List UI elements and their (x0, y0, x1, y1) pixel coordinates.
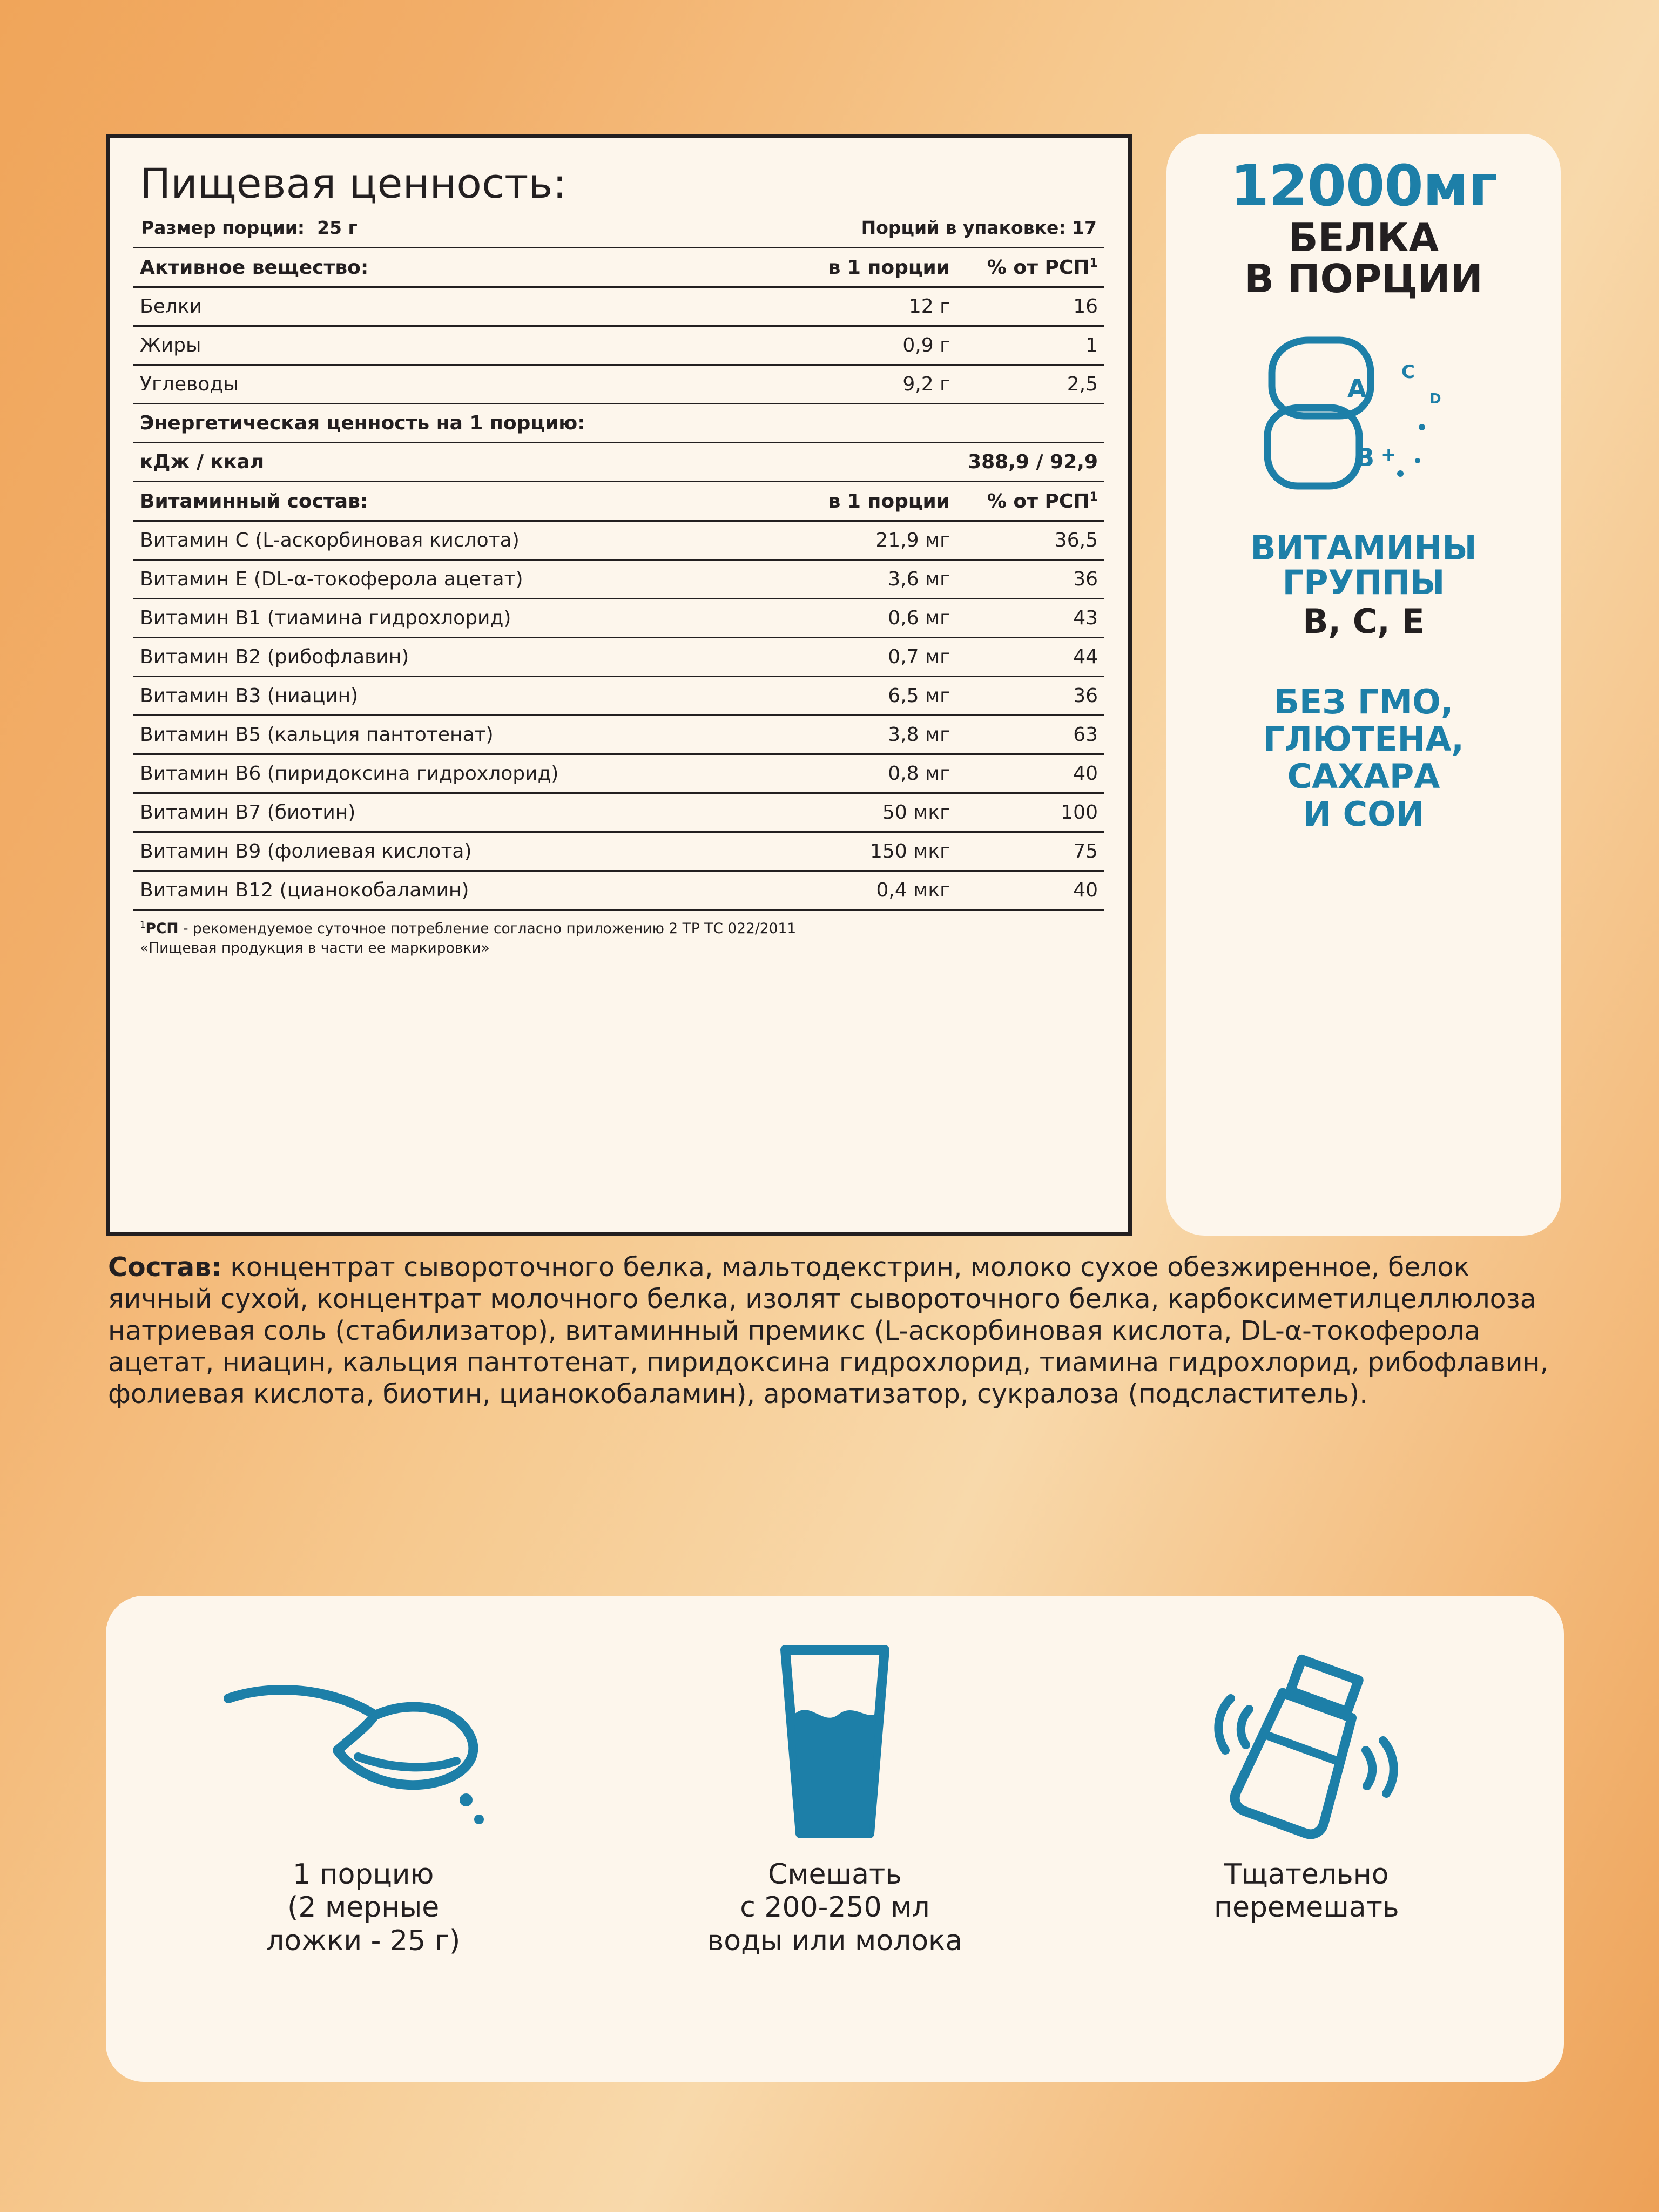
svg-text:+: + (1381, 443, 1397, 466)
row-per-serving: 0,9 г (781, 326, 956, 365)
row-rsp: 16 (956, 287, 1104, 326)
row-per-serving: 150 мкг (781, 832, 956, 871)
serving-info-row (133, 217, 1104, 247)
ingredients-text: концентрат сывороточного белка, мальтодекстрин, молоко сухое обезжиренное, белок яичный сухой, концентрат молочного белка, изолят сывороточного белка, карбоксиметилцеллюлоза натриевая соль (стабилизатор), витаминный премикс (L-аскорбиновая кислота, DL-α-токоферола ацетат, ниацин, кальция пантотенат, пиридоксина гидрохлорид, тиамина гидрохлорид, рибофлавин, фолиевая кислота, биотин, цианокобаламин), ароматизатор, сукралоза (подсластитель). (108, 1252, 1549, 1410)
row-name: Витамин B5 (кальция пантотенат) (133, 716, 781, 754)
row-name: Витамин B6 (пиридоксина гидрохлорид) (133, 754, 781, 793)
row-rsp: 63 (956, 716, 1104, 754)
row-name: Витамин B9 (фолиевая кислота) (133, 832, 781, 871)
energy-section-header (133, 404, 1104, 443)
protein-caption-line2: В ПОРЦИИ (1244, 256, 1483, 302)
row-rsp: 100 (956, 793, 1104, 832)
free-from-line3: САХАРА (1287, 757, 1440, 797)
row-name: Витамин B1 (тиамина гидрохлорид) (133, 599, 781, 638)
table-row (133, 365, 1104, 404)
row-rsp: 1 (956, 326, 1104, 365)
step1-line2: (2 мерные (287, 1891, 440, 1924)
glass-icon (608, 1628, 1062, 1855)
free-from-line4: И СОИ (1303, 794, 1424, 834)
footnote-line2: «Пищевая продукция в части ее маркировки» (140, 939, 490, 956)
svg-text:D: D (1429, 390, 1441, 407)
row-name: Витамин C (L-аскорбиновая кислота) (133, 521, 781, 560)
table-row (133, 638, 1104, 677)
row-per-serving: 6,5 мг (781, 677, 956, 716)
instruction-step-2-text (608, 1858, 1062, 1958)
energy-name: кДж / ккал (133, 443, 781, 482)
protein-caption (1177, 217, 1550, 300)
step1-line3: ложки - 25 г) (266, 1924, 461, 1957)
servings-per-container: Порций в упаковке: 17 (861, 217, 1097, 238)
step1-line1: 1 порцию (292, 1858, 434, 1891)
ingredients-label: Состав: (108, 1252, 222, 1283)
energy-row (133, 443, 1104, 482)
row-name: Витамин B3 (ниацин) (133, 677, 781, 716)
row-per-serving: 9,2 г (781, 365, 956, 404)
ingredients-block (108, 1252, 1561, 1411)
col-rsp: % от РСП$^1$ (956, 248, 1104, 287)
svg-text:C: C (1401, 361, 1415, 383)
scoop-icon (137, 1628, 590, 1855)
vitamins-header-row (133, 482, 1104, 521)
vitamins-letters: B, C, E (1303, 601, 1425, 641)
footnote (133, 919, 1104, 957)
step2-line3: воды или молока (707, 1924, 963, 1957)
free-from-line1: БЕЗ ГМО, (1273, 682, 1454, 721)
footnote-line1: - рекомендуемое суточное потребление согласно приложению 2 ТР ТС 022/2011 (178, 920, 797, 937)
footnote-term: РСП (145, 920, 179, 937)
row-name: Витамин B2 (рибофлавин) (133, 638, 781, 677)
step2-line2: с 200-250 мл (740, 1891, 930, 1924)
col-rsp: % от РСП$^1$ (956, 482, 1104, 521)
protein-amount: 12000мг (1230, 153, 1498, 219)
table-row (133, 793, 1104, 832)
energy-value: 388,9 / 92,9 (956, 443, 1104, 482)
nutrition-table (133, 247, 1104, 911)
row-per-serving: 0,8 мг (781, 754, 956, 793)
row-rsp: 36 (956, 560, 1104, 599)
row-per-serving: 0,7 мг (781, 638, 956, 677)
table-header-row (133, 248, 1104, 287)
col-per-serving: в 1 порции (781, 248, 956, 287)
nutrition-facts-panel (106, 134, 1132, 1236)
instruction-step-1-text (137, 1858, 590, 1958)
svg-text:B: B (1355, 442, 1375, 472)
row-rsp: 44 (956, 638, 1104, 677)
table-row (133, 599, 1104, 638)
row-per-serving: 0,6 мг (781, 599, 956, 638)
vitamins-caption-line2: ГРУППЫ (1282, 563, 1445, 603)
step3-line2: перемешать (1214, 1891, 1399, 1924)
vitamin-pills-icon (1239, 321, 1488, 516)
row-per-serving: 50 мкг (781, 793, 956, 832)
row-per-serving: 0,4 мкг (781, 871, 956, 910)
row-per-serving: 3,8 мг (781, 716, 956, 754)
page-title: Пищевая ценность: (140, 159, 567, 207)
protein-caption-line1: БЕЛКА (1288, 215, 1439, 260)
step2-line1: Смешать (768, 1858, 902, 1891)
free-from-claims (1177, 683, 1550, 833)
table-row (133, 716, 1104, 754)
col-vitamins: Витаминный состав: (133, 482, 781, 521)
row-rsp: 43 (956, 599, 1104, 638)
row-rsp: 75 (956, 832, 1104, 871)
vitamins-caption (1177, 528, 1550, 603)
footnote-mark: 1 (140, 920, 146, 930)
row-rsp: 40 (956, 871, 1104, 910)
table-row (133, 754, 1104, 793)
energy-spacer (781, 443, 956, 482)
row-name: Белки (133, 287, 781, 326)
energy-label: Энергетическая ценность на 1 порцию: (133, 404, 1104, 443)
table-row (133, 871, 1104, 910)
shaker-icon (1080, 1628, 1533, 1855)
usage-instructions-panel (106, 1596, 1564, 2082)
table-row (133, 287, 1104, 326)
free-from-line2: ГЛЮТЕНА, (1263, 719, 1464, 759)
row-rsp: 2,5 (956, 365, 1104, 404)
row-name: Углеводы (133, 365, 781, 404)
row-rsp: 40 (956, 754, 1104, 793)
row-name: Жиры (133, 326, 781, 365)
row-name: Витамин B12 (цианокобаламин) (133, 871, 781, 910)
row-rsp: 36 (956, 677, 1104, 716)
table-row (133, 560, 1104, 599)
svg-text:A: A (1347, 373, 1367, 403)
instruction-step-1 (137, 1628, 590, 1958)
row-name: Витамин E (DL-α-токоферола ацетат) (133, 560, 781, 599)
col-per-serving: в 1 порции (781, 482, 956, 521)
row-per-serving: 3,6 мг (781, 560, 956, 599)
instruction-step-2 (608, 1628, 1062, 1958)
instruction-step-3-text (1080, 1858, 1533, 1925)
table-row (133, 832, 1104, 871)
table-row (133, 677, 1104, 716)
table-row (133, 521, 1104, 560)
row-name: Витамин B7 (биотин) (133, 793, 781, 832)
instruction-step-3 (1080, 1628, 1533, 1925)
feature-highlights-panel (1166, 134, 1561, 1236)
row-rsp: 36,5 (956, 521, 1104, 560)
row-per-serving: 21,9 мг (781, 521, 956, 560)
col-substance: Активное вещество: (133, 248, 781, 287)
row-per-serving: 12 г (781, 287, 956, 326)
step3-line1: Тщательно (1224, 1858, 1389, 1891)
serving-size: Размер порции: 25 г (141, 217, 358, 238)
vitamins-caption-line1: ВИТАМИНЫ (1250, 528, 1477, 568)
table-row (133, 326, 1104, 365)
